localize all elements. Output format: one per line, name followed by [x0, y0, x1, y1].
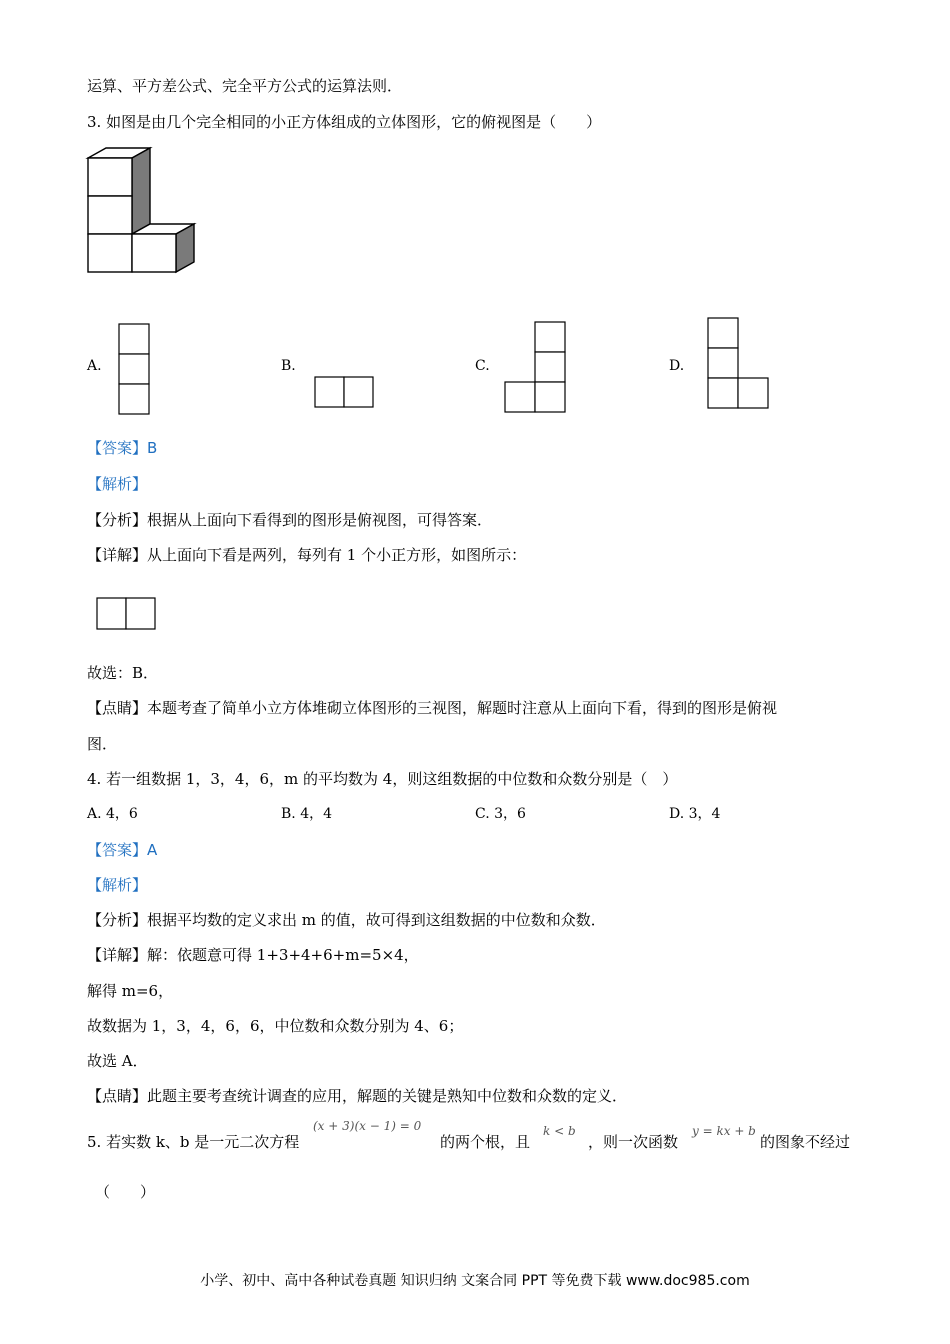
- q4-analysis-tag: 【解析】: [87, 876, 148, 894]
- q4-choose: 故选 A．: [87, 1052, 148, 1070]
- q5-function: y = kx + b: [692, 1124, 756, 1138]
- q3-stem: 3. 如图是由几个完全相同的小正方体组成的立体图形，它的俯视图是（ ）: [87, 113, 602, 131]
- q3-option-c-figure: [505, 322, 567, 416]
- q3-option-d-figure: [708, 318, 770, 412]
- q5-inequality: k < b: [543, 1124, 576, 1138]
- q5-stem-a: 5. 若实数 k、b 是一元二次方程: [87, 1133, 300, 1151]
- q3-answer: [87, 438, 157, 458]
- q3-option-b-figure: [315, 377, 375, 409]
- top-line: 运算、平方差公式、完全平方公式的运算法则．: [87, 77, 403, 95]
- q3-choose: 故选：B．: [87, 664, 159, 682]
- q4-answer: 【答案】A: [87, 841, 158, 859]
- q4-option-d[interactable]: D. 3，4: [669, 806, 721, 822]
- q3-solid-figure: [88, 148, 198, 274]
- answer-value: B: [147, 439, 158, 457]
- q4-option-b[interactable]: B. 4，4: [281, 806, 333, 822]
- q3-solution-figure: [97, 598, 157, 630]
- q4-option-a[interactable]: A. 4，6: [87, 806, 138, 822]
- q5-paren: （ ）: [95, 1183, 156, 1201]
- q3-fenxi: 【分析】根据从上面向下看得到的图形是俯视图，可得答案．: [87, 511, 493, 529]
- answer-tag: 【答案】: [87, 439, 148, 457]
- q4-stem: 4. 若一组数据 1，3，4，6，m 的平均数为 4，则这组数据的中位数和众数分别是（ ）: [87, 770, 678, 788]
- q3-option-a[interactable]: A.: [87, 358, 102, 374]
- page-footer: 小学、初中、高中各种试卷真题 知识归纳 文案合同 PPT 等免费下载 www.doc985.com: [200, 1273, 750, 1289]
- q3-option-a-figure: [119, 324, 151, 416]
- q3-option-d[interactable]: D.: [669, 358, 685, 374]
- q5-stem-c: ，则一次函数: [588, 1133, 679, 1151]
- q5-stem-b: 的两个根，且: [440, 1133, 531, 1151]
- q3-option-c[interactable]: C.: [475, 358, 490, 374]
- q3-option-b[interactable]: B.: [281, 358, 296, 374]
- q5-equation: (x + 3)(x − 1) = 0: [313, 1119, 422, 1133]
- q4-xiangjie: 【详解】解：依题意可得 1+3+4+6+m=5×4，: [87, 946, 419, 964]
- q4-fenxi: 【分析】根据平均数的定义求出 m 的值，故可得到这组数据的中位数和众数．: [87, 911, 606, 929]
- q4-option-c[interactable]: C. 3，6: [475, 806, 526, 822]
- q3-dianjing-cont: 图．: [87, 735, 118, 753]
- q4-dianjing: 【点睛】此题主要考查统计调查的应用，解题的关键是熟知中位数和众数的定义．: [87, 1087, 628, 1105]
- q4-step1: 解得 m=6，: [87, 982, 174, 1000]
- q3-xiangjie: 【详解】从上面向下看是两列，每列有 1 个小正方形，如图所示：: [87, 546, 527, 564]
- q4-step2: 故数据为 1，3，4，6，6，中位数和众数分别为 4、6；: [87, 1017, 464, 1035]
- q3-analysis-tag: 【解析】: [87, 475, 148, 493]
- q3-dianjing: 【点睛】本题考查了简单小立方体堆砌立体图形的三视图，解题时注意从上面向下看，得到的图形是俯视: [87, 699, 778, 717]
- q5-stem-d: 的图象不经过: [760, 1133, 851, 1151]
